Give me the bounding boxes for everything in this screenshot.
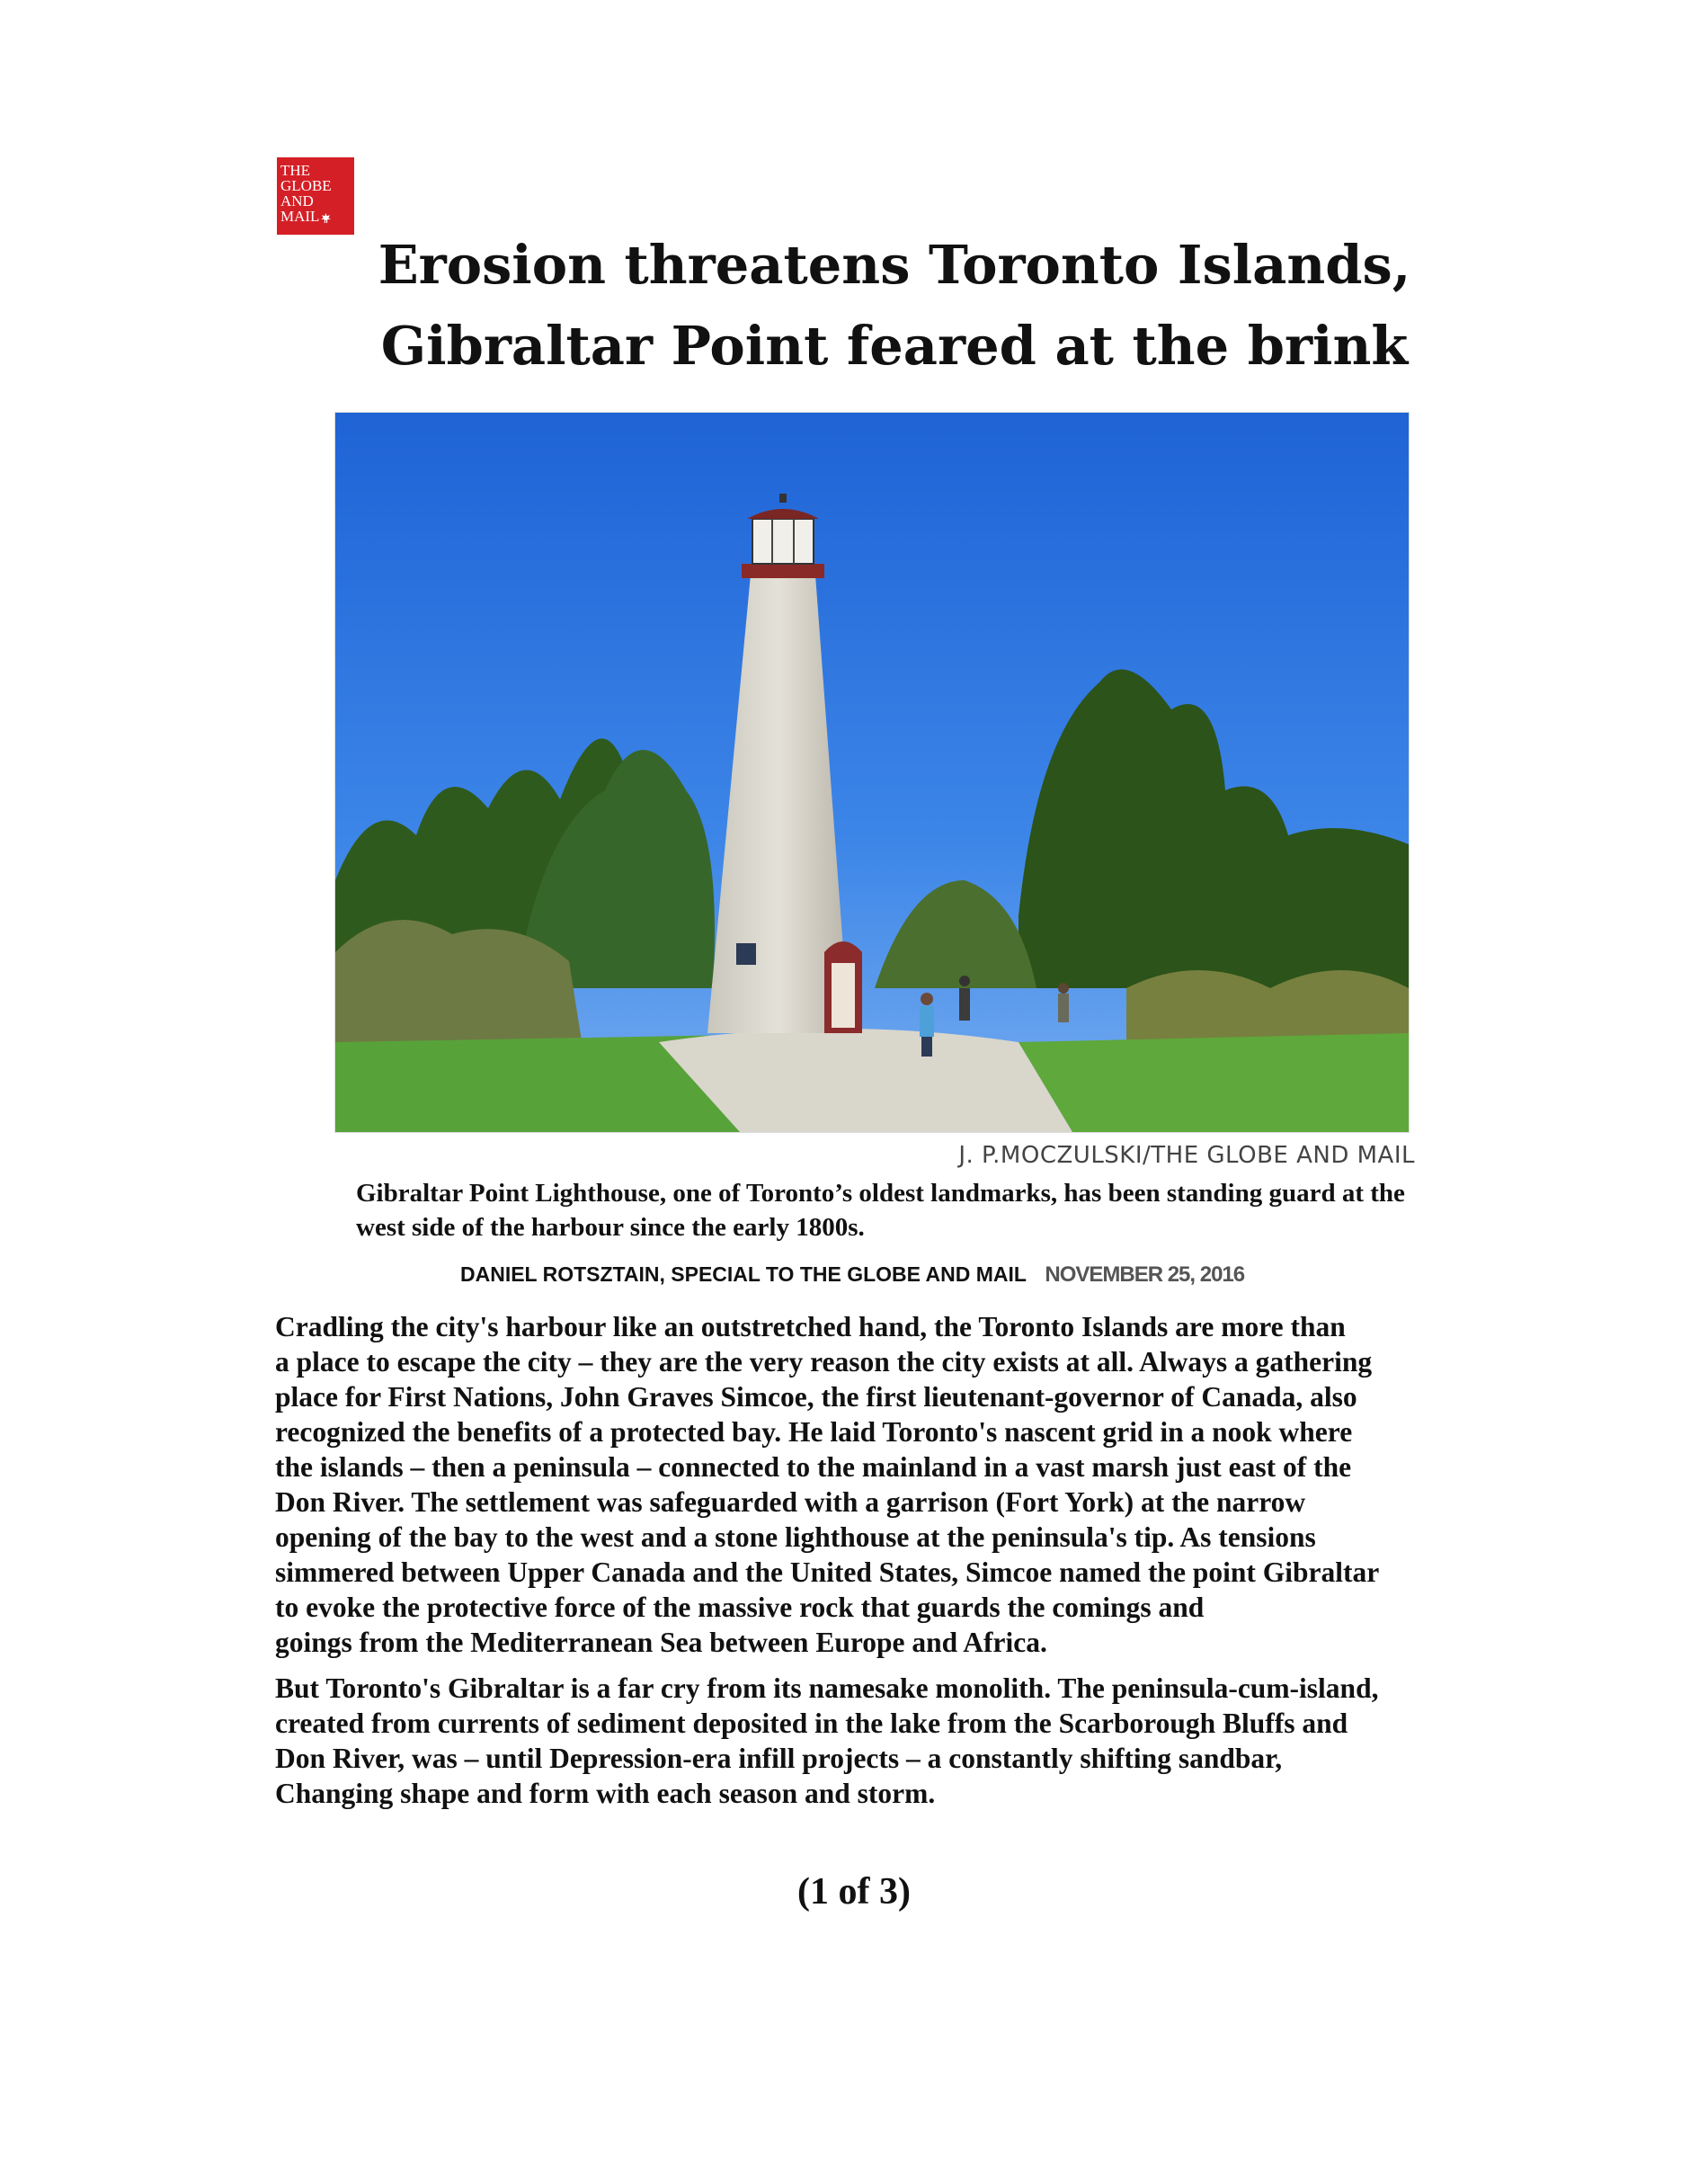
text-line: to evoke the protective force of the massive rock that guards the comings and [275,1592,1205,1623]
text-line: a place to escape the city – they are the very reason the city exists at all. Always a gathering [275,1346,1373,1378]
logo-line: AND [280,192,314,210]
page-indicator: (1 of 3) [797,1871,911,1913]
text-line: recognized the benefits of a protected bay. He laid Toronto's nascent grid in a nook where [275,1416,1353,1448]
headline-line-1: Erosion threatens Toronto Islands, [378,234,1411,296]
text-line: Cradling the city's harbour like an outstretched hand, the Toronto Islands are more than [275,1311,1346,1342]
text-line: the islands – then a peninsula – connected to the mainland in a vast marsh just east of the [275,1451,1352,1483]
text-line: Don River, was – until Depression-era infill projects – a constantly shifting sandbar, [275,1743,1283,1774]
logo-line: MAIL [280,208,320,225]
text-line: opening of the bay to the west and a stone lighthouse at the peninsula's tip. As tensions [275,1521,1316,1553]
body-paragraph-1 [275,1309,1498,1660]
photo-caption: Gibraltar Point Lighthouse, one of Toronto’s oldest landmarks, has been standing guard at the west side of the harbour since the early 1800s. [356,1179,1405,1242]
photo-credit: J. P.MOCZULSKI/THE GLOBE AND MAIL [958,1142,1415,1169]
maple-leaf-icon [321,213,331,223]
text-line: Changing shape and form with each season and storm. [275,1778,936,1809]
text-line: goings from the Mediterranean Sea between Europe and Africa. [275,1627,1047,1658]
logo-line: THE [280,162,311,179]
text-line: Don River. The settlement was safeguarded with a garrison (Fort York) at the narrow [275,1486,1306,1518]
byline-author: DANIEL ROTSZTAIN, SPECIAL TO THE GLOBE AND MAIL [460,1262,1027,1286]
logo-line-with-leaf [280,209,351,224]
text-line: But Toronto's Gibraltar is a far cry from its namesake monolith. The peninsula-cum-island, [275,1672,1379,1704]
lighthouse-photo [334,412,1410,1133]
lighthouse-illustration [335,413,1409,1132]
body-paragraph-2 [275,1671,1498,1811]
text-line: created from currents of sediment deposited in the lake from the Scarborough Bluffs and [275,1708,1348,1739]
text-line: place for First Nations, John Graves Simcoe, the first lieutenant-governor of Canada, also [275,1381,1357,1413]
publish-date: NOVEMBER 25, 2016 [1045,1262,1245,1287]
headline [297,225,1492,387]
logo-line: GLOBE [280,177,332,194]
globe-and-mail-logo [277,157,354,235]
text-line: simmered between Upper Canada and the United States, Simcoe named the point Gibraltar [275,1556,1380,1588]
headline-line-2: Gibraltar Point feared at the brink [380,315,1409,377]
byline [460,1262,1269,1288]
